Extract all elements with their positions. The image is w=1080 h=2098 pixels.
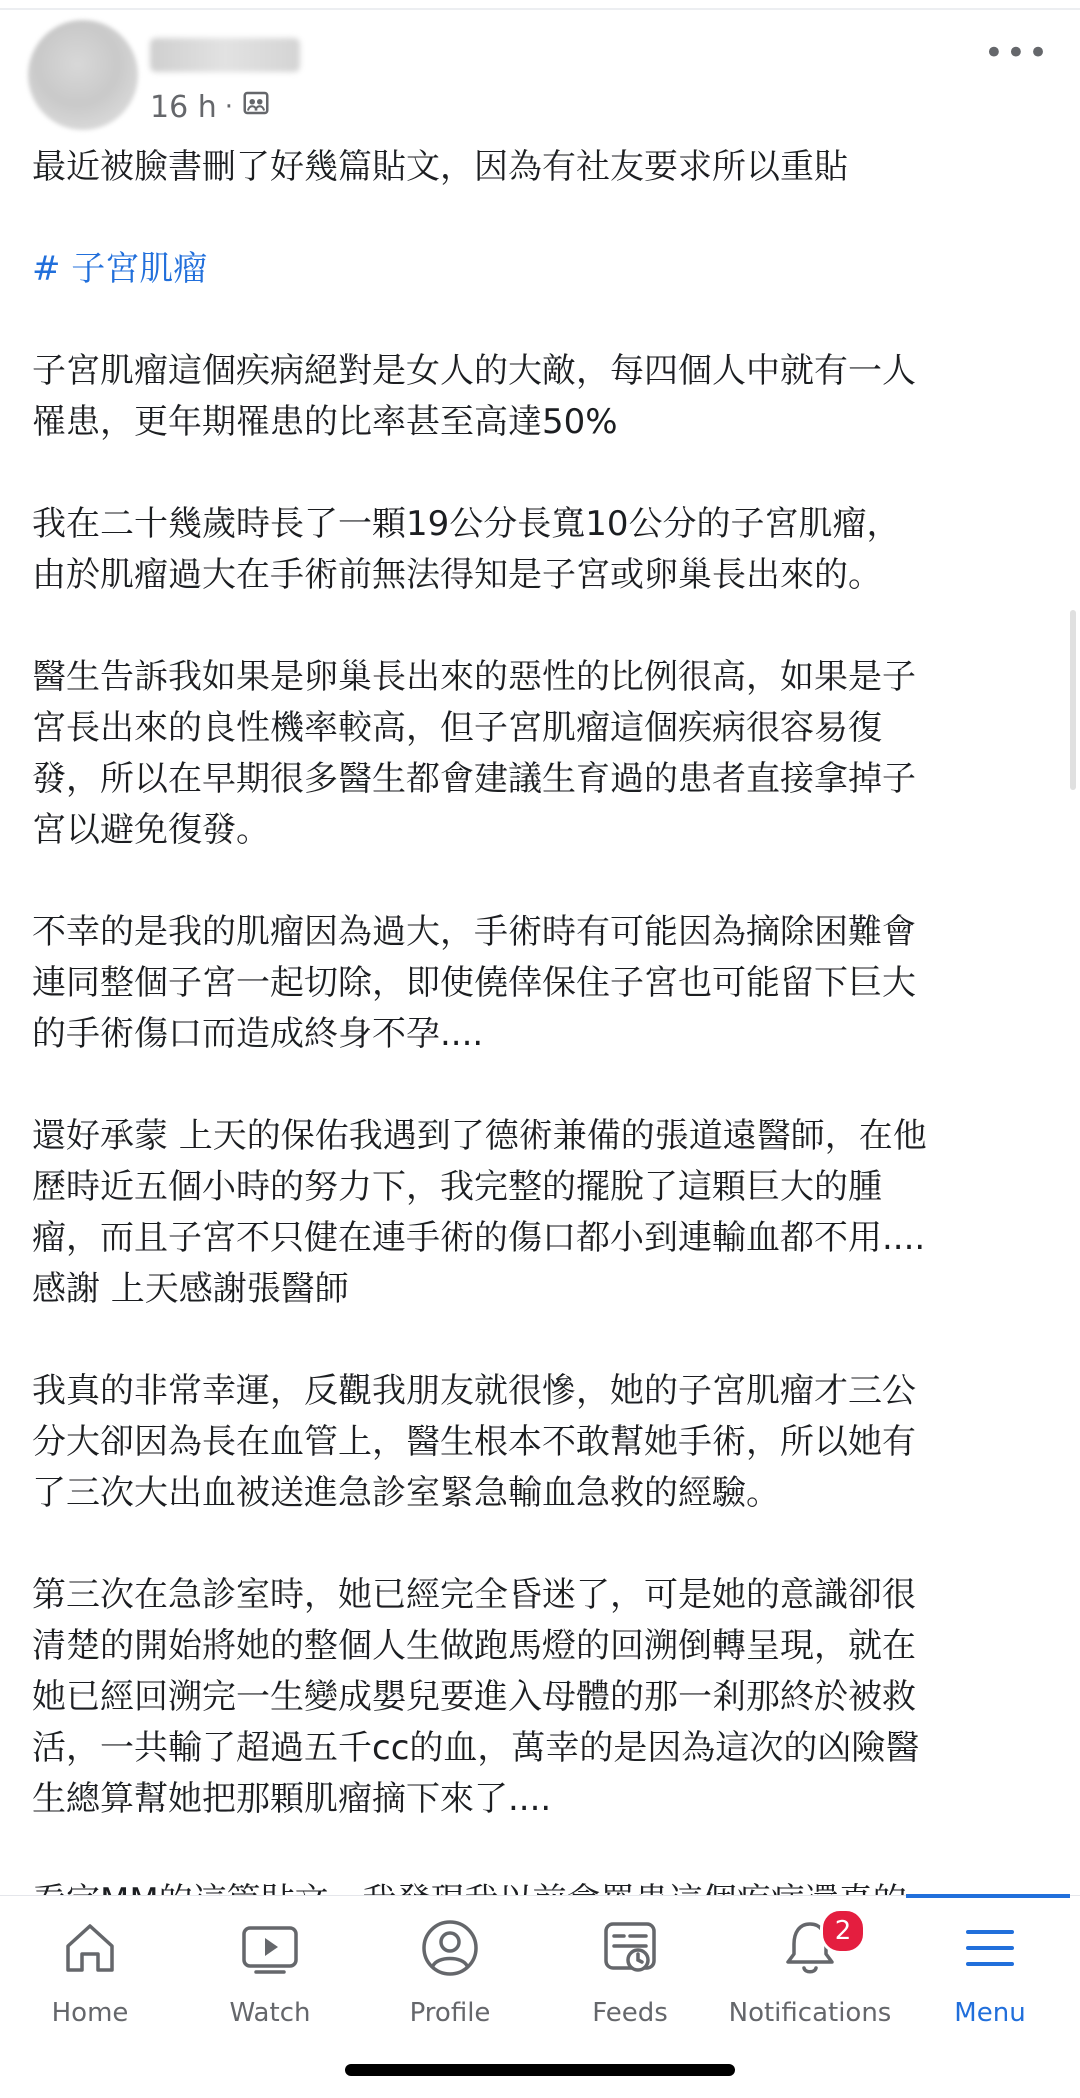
active-tab-indicator <box>906 1894 1070 1898</box>
nav-notifications[interactable] <box>720 1916 900 2028</box>
post-paragraph: 最近被臉書刪了好幾篇貼文，因為有社友要求所以重貼 <box>32 147 848 187</box>
post-paragraph: 我在二十幾歲時長了一顆19公分長寬10公分的子宮肌瘤， 由於肌瘤過大在手術前無法得知是子宮或卵巢長出來的。 <box>32 504 901 595</box>
post-header <box>0 0 1080 140</box>
nav-feeds[interactable] <box>540 1916 720 2028</box>
watch-icon <box>238 1916 302 1980</box>
hashtag-link[interactable]: # 子宮肌瘤 <box>32 249 208 289</box>
nav-label: Home <box>51 1998 129 2028</box>
scrollbar-thumb[interactable] <box>1070 610 1076 790</box>
post-body <box>32 142 1052 1916</box>
post-timestamp[interactable]: 16 h <box>150 89 217 125</box>
post-paragraph: 還好承蒙 上天的保佑我遇到了德術兼備的張道遠醫師，在他 歷時近五個小時的努力下，我完整的擺脫了這顆巨大的腫 瘤，而且子宮不只健在連手術的傷口都小到連輸血都不用.... 感謝 上天感謝張醫師 <box>32 1116 927 1309</box>
post-paragraph: 我真的非常幸運，反觀我朋友就很慘，她的子宮肌瘤才三公 分大卻因為長在血管上，醫生根本不敢幫她手術，所以她有 了三次大出血被送進急診室緊急輸血急救的經驗。 <box>32 1371 916 1513</box>
post-paragraph: 不幸的是我的肌瘤因為過大，手術時有可能因為摘除困難會 連同整個子宮一起切除，即使僥倖保住子宮也可能留下巨大 的手術傷口而造成終身不孕.... <box>32 912 916 1054</box>
post-paragraph: 醫生告訴我如果是卵巢長出來的惡性的比例很高，如果是子 宮長出來的良性機率較高，但子宮肌瘤這個疾病很容易復 發，所以在早期很多醫生都會建議生育過的患者直接拿掉子 宮以避免復發。 <box>32 657 916 850</box>
post-paragraph: 子宮肌瘤這個疾病絕對是女人的大敵，每四個人中就有一人 罹患，更年期罹患的比率甚至高達50% <box>32 351 916 442</box>
nav-home[interactable] <box>0 1916 180 2028</box>
author-avatar[interactable] <box>28 20 138 130</box>
nav-label: Watch <box>229 1998 311 2028</box>
nav-profile[interactable] <box>360 1916 540 2028</box>
home-icon <box>58 1916 122 1980</box>
nav-label: Menu <box>954 1998 1026 2028</box>
meta-separator: · <box>224 92 233 122</box>
nav-label: Profile <box>409 1998 491 2028</box>
nav-label: Notifications <box>728 1998 892 2028</box>
home-indicator[interactable] <box>345 2064 735 2076</box>
notification-badge: 2 <box>820 1908 866 1954</box>
friends-icon <box>241 88 271 126</box>
nav-menu[interactable] <box>900 1916 1080 2028</box>
nav-label: Feeds <box>592 1998 668 2028</box>
more-dots-icon[interactable]: ••• <box>983 33 1050 73</box>
menu-icon <box>958 1916 1022 1980</box>
post-paragraph: 第三次在急診室時，她已經完全昏迷了，可是她的意識卻很 清楚的開始將她的整個人生做跑馬燈的回溯倒轉呈現，就在 她已經回溯完一生變成嬰兒要進入母體的那一剎那終於被救 活，一共輸了超過五千cc的血，萬幸的是因為這次的凶險醫 生總算幫她把那顆肌瘤摘下來了.... <box>32 1575 920 1819</box>
post-meta <box>150 88 271 126</box>
feeds-icon <box>598 1916 662 1980</box>
nav-watch[interactable] <box>180 1916 360 2028</box>
author-name-redacted[interactable] <box>150 38 300 72</box>
profile-icon <box>418 1916 482 1980</box>
